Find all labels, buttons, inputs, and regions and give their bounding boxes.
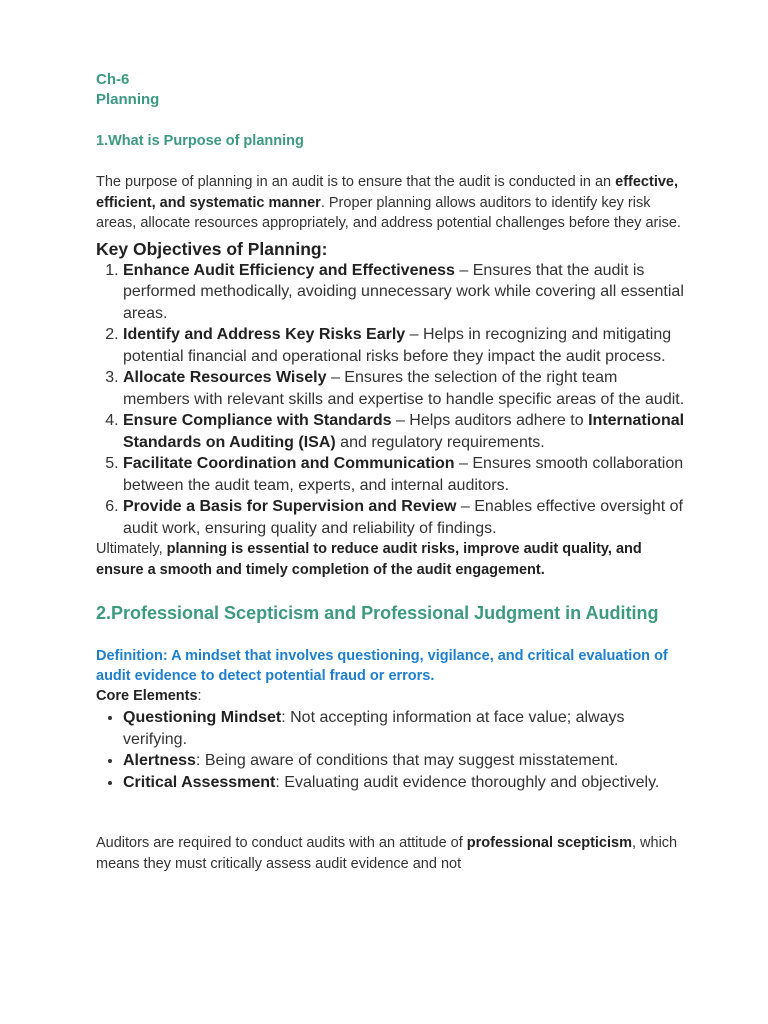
list-item: • Alertness: Being aware of conditions that may suggest misstatement.	[123, 750, 686, 772]
chapter-number: Ch-6	[96, 71, 130, 88]
list-item: • Questioning Mindset: Not accepting information at face value; always verifying.	[123, 707, 686, 750]
objectives-heading: Key Objectives of Planning:	[96, 238, 328, 259]
section1-intro: The purpose of planning in an audit is to ensure that the audit is conducted in an effective, efficient, and systematic manner. Proper planning allows auditors to identify key risk areas, allocate resources appropriately, and address potential challenges before they arise.	[96, 174, 681, 231]
list-item: 4. Ensure Compliance with Standards – Helps auditors adhere to International Standards on Auditing (ISA) and regulatory requirements.	[123, 410, 686, 453]
core-elements-list	[96, 707, 686, 793]
core-elements-label: Core Elements:	[96, 688, 202, 704]
section1-question: 1.What is Purpose of planning	[96, 133, 304, 149]
list-item: 6. Provide a Basis for Supervision and Review – Enables effective oversight of audit work, ensuring quality and reliability of findings.	[123, 496, 686, 539]
auditors-paragraph: Auditors are required to conduct audits with an attitude of professional scepticism, which means they must critically assess audit evidence and not	[96, 835, 678, 872]
list-item: 5. Facilitate Coordination and Communication – Ensures smooth collaboration between the audit team, experts, and internal auditors.	[123, 453, 686, 496]
objectives-list	[96, 260, 686, 540]
list-item: 1. Enhance Audit Efficiency and Effectiveness – Ensures that the audit is performed methodically, avoiding unnecessary work while covering all essential areas.	[123, 260, 686, 325]
list-item: 2. Identify and Address Key Risks Early – Helps in recognizing and mitigating potential financial and operational risks before they impact the audit process.	[123, 324, 686, 367]
list-item: • Critical Assessment: Evaluating audit evidence thoroughly and objectively.	[123, 772, 686, 794]
chapter-title: Planning	[96, 91, 160, 108]
planning-conclusion: Ultimately, planning is essential to reduce audit risks, improve audit quality, and ensure a smooth and timely completion of the audit engagement.	[96, 541, 642, 578]
section2-heading: 2.Professional Scepticism and Professional Judgment in Auditing	[96, 603, 659, 623]
document-page	[96, 70, 686, 874]
list-item: 3. Allocate Resources Wisely – Ensures the selection of the right team members with relevant skills and expertise to handle specific areas of the audit.	[123, 367, 686, 410]
definition-text: Definition: A mindset that involves questioning, vigilance, and critical evaluation of audit evidence to detect potential fraud or errors.	[96, 648, 668, 684]
